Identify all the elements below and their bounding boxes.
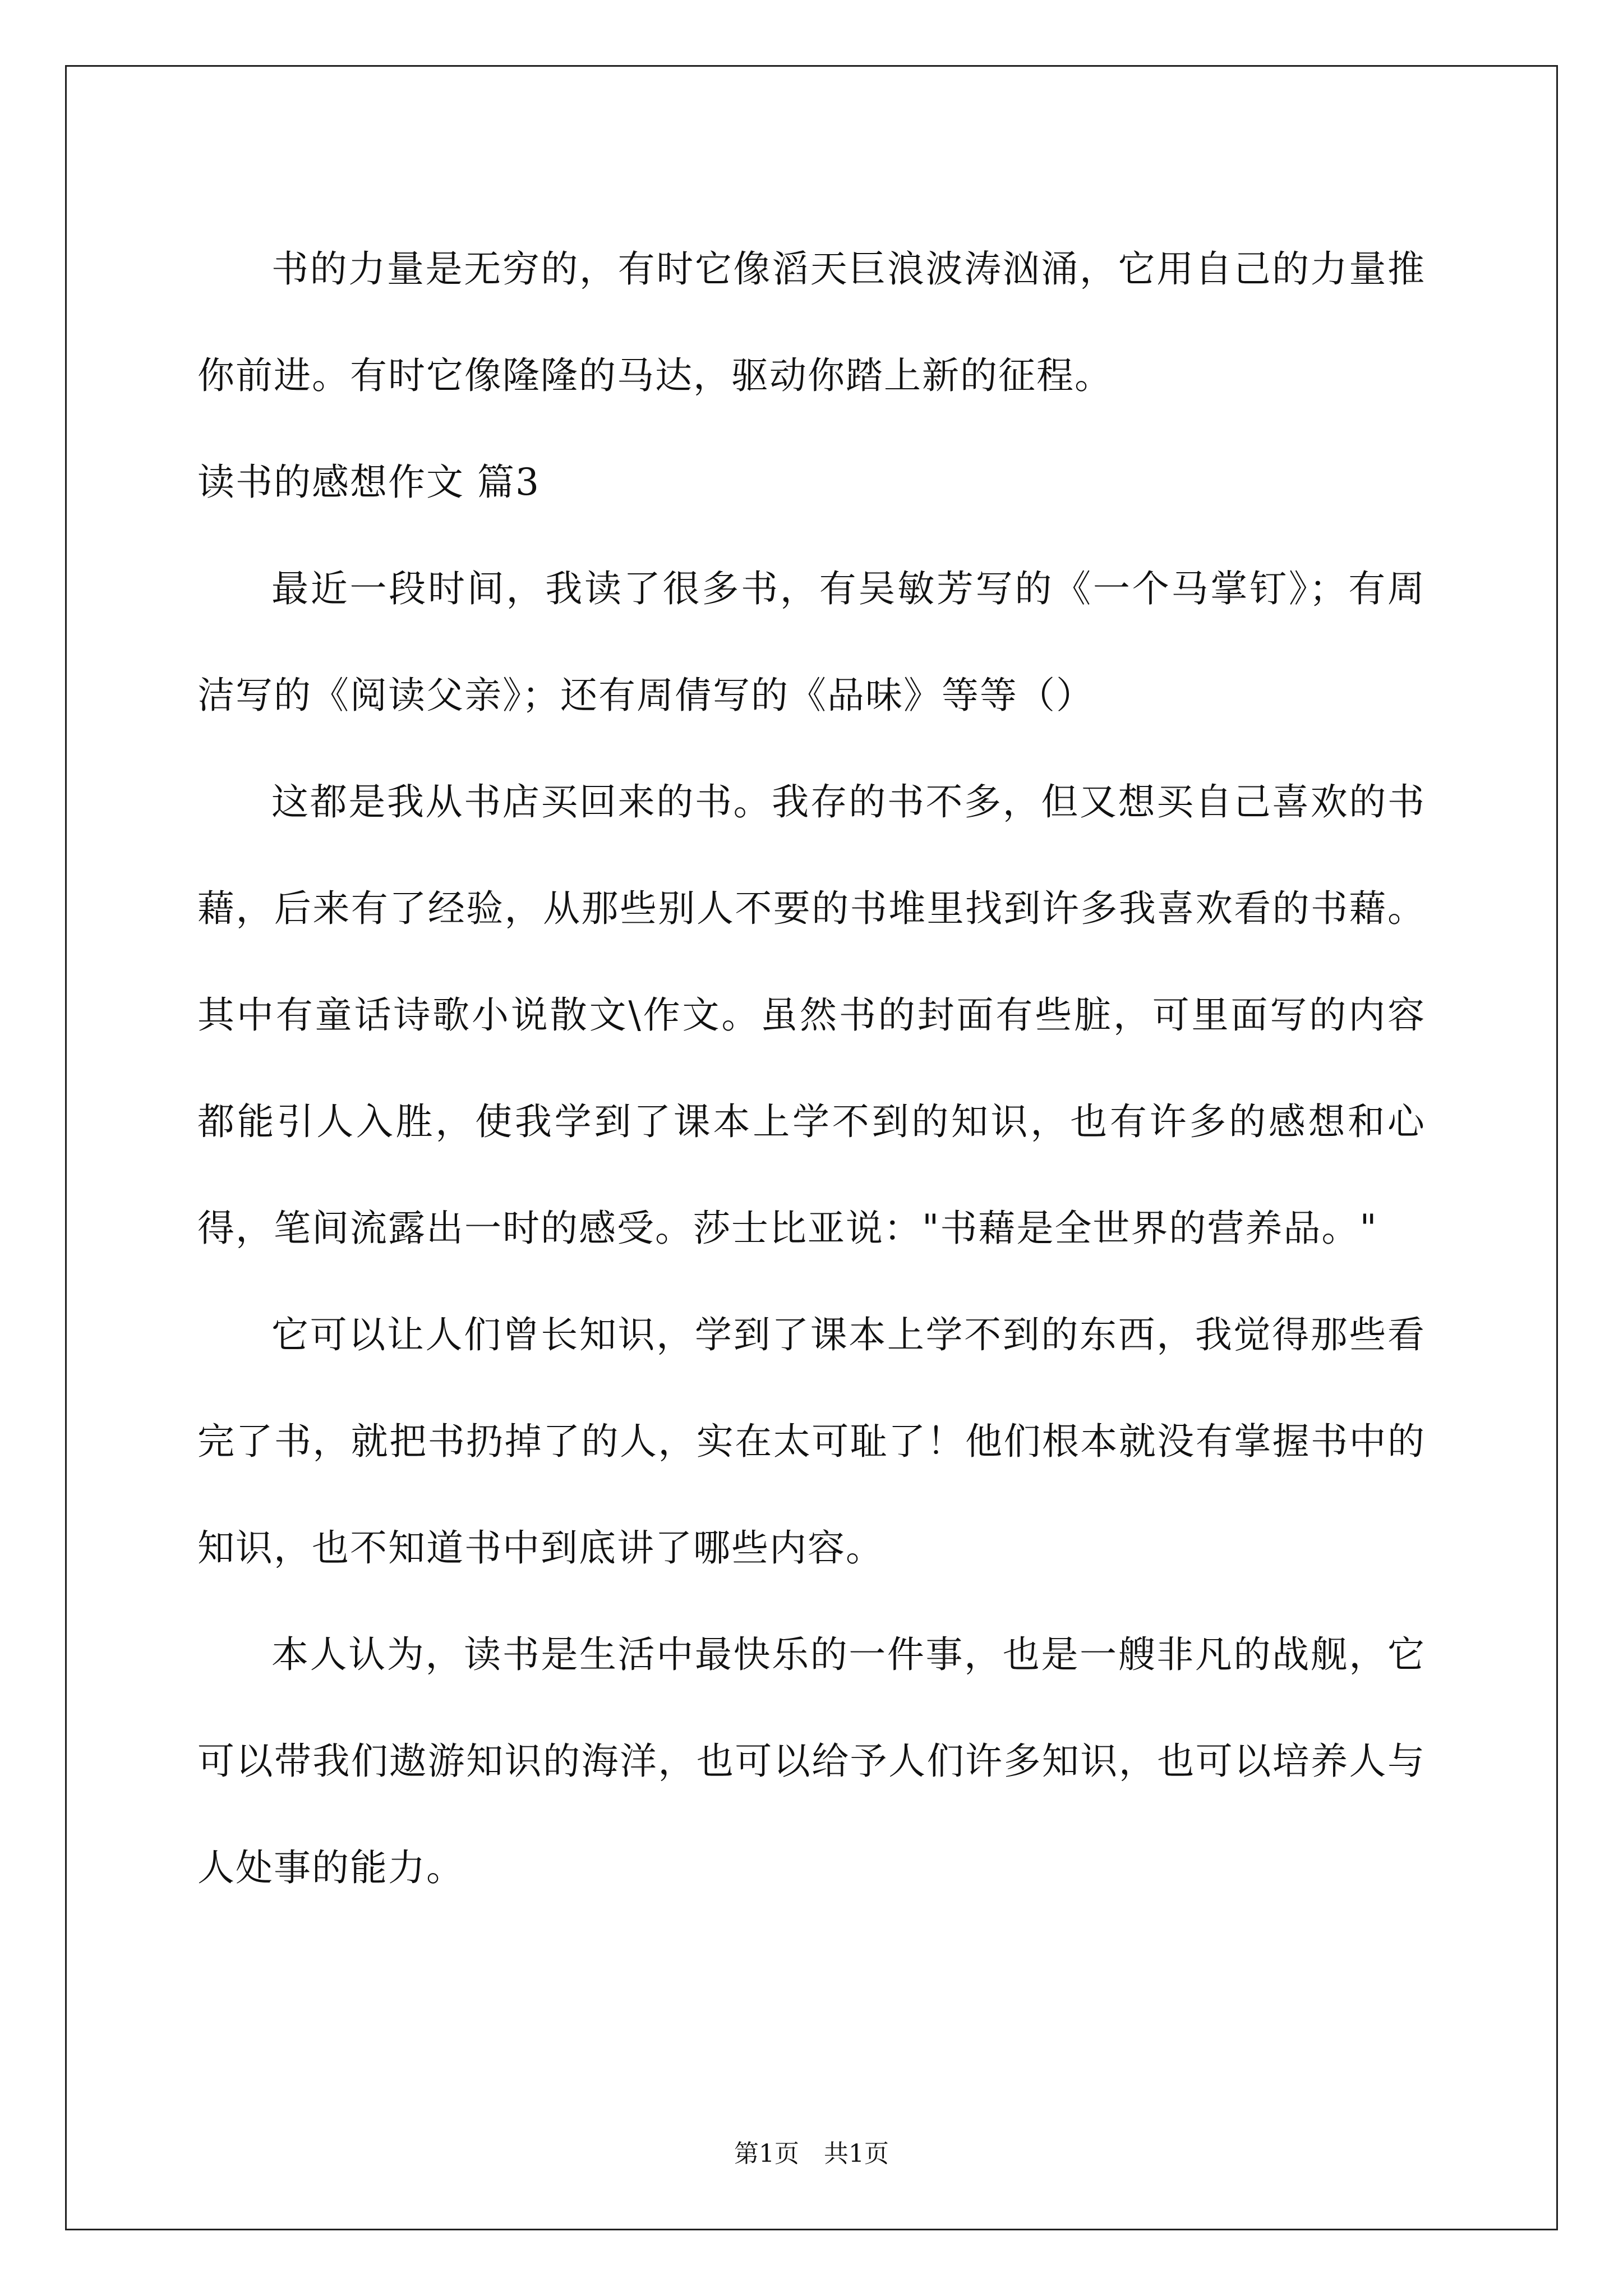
paragraph-4: 它可以让人们曾长知识，学到了课本上学不到的东西，我觉得那些看完了书，就把书扔掉了的人，实在太可耻了！他们根本就没有掌握书中的知识，也不知道书中到底讲了哪些内容。 bbox=[197, 1313, 1426, 1570]
paragraph-3: 这都是我从书店买回来的书。我存的书不多，但又想买自己喜欢的书藉，后来有了经验，从那些别人不要的书堆里找到许多我喜欢看的书藉。其中有童话诗歌小说散文\作文。虽然书的封面有些脏，可里面写的内容都能引人入胜，使我学到了课本上学不到的知识，也有许多的感想和心得，笔间流露出一时的感受。莎士比亚说："书藉是全世界的营养品。" bbox=[197, 780, 1426, 1250]
document-body bbox=[197, 216, 1426, 1921]
page-footer: 第1页 共1页 bbox=[734, 2139, 889, 2168]
section-heading: 读书的感想作文 篇3 bbox=[197, 461, 540, 504]
paragraph-5: 本人认为，读书是生活中最快乐的一件事，也是一艘非凡的战舰，它可以带我们遨游知识的海洋，也可以给予人们许多知识，也可以培养人与人处事的能力。 bbox=[197, 1633, 1426, 1889]
paragraph-1: 书的力量是无穷的，有时它像滔天巨浪波涛汹涌，它用自己的力量推你前进。有时它像隆隆的马达，驱动你踏上新的征程。 bbox=[197, 247, 1426, 397]
paragraph-2: 最近一段时间，我读了很多书，有吴敏芳写的《一个马掌钉》；有周洁写的《阅读父亲》；还有周倩写的《品味》等等（） bbox=[197, 567, 1426, 717]
